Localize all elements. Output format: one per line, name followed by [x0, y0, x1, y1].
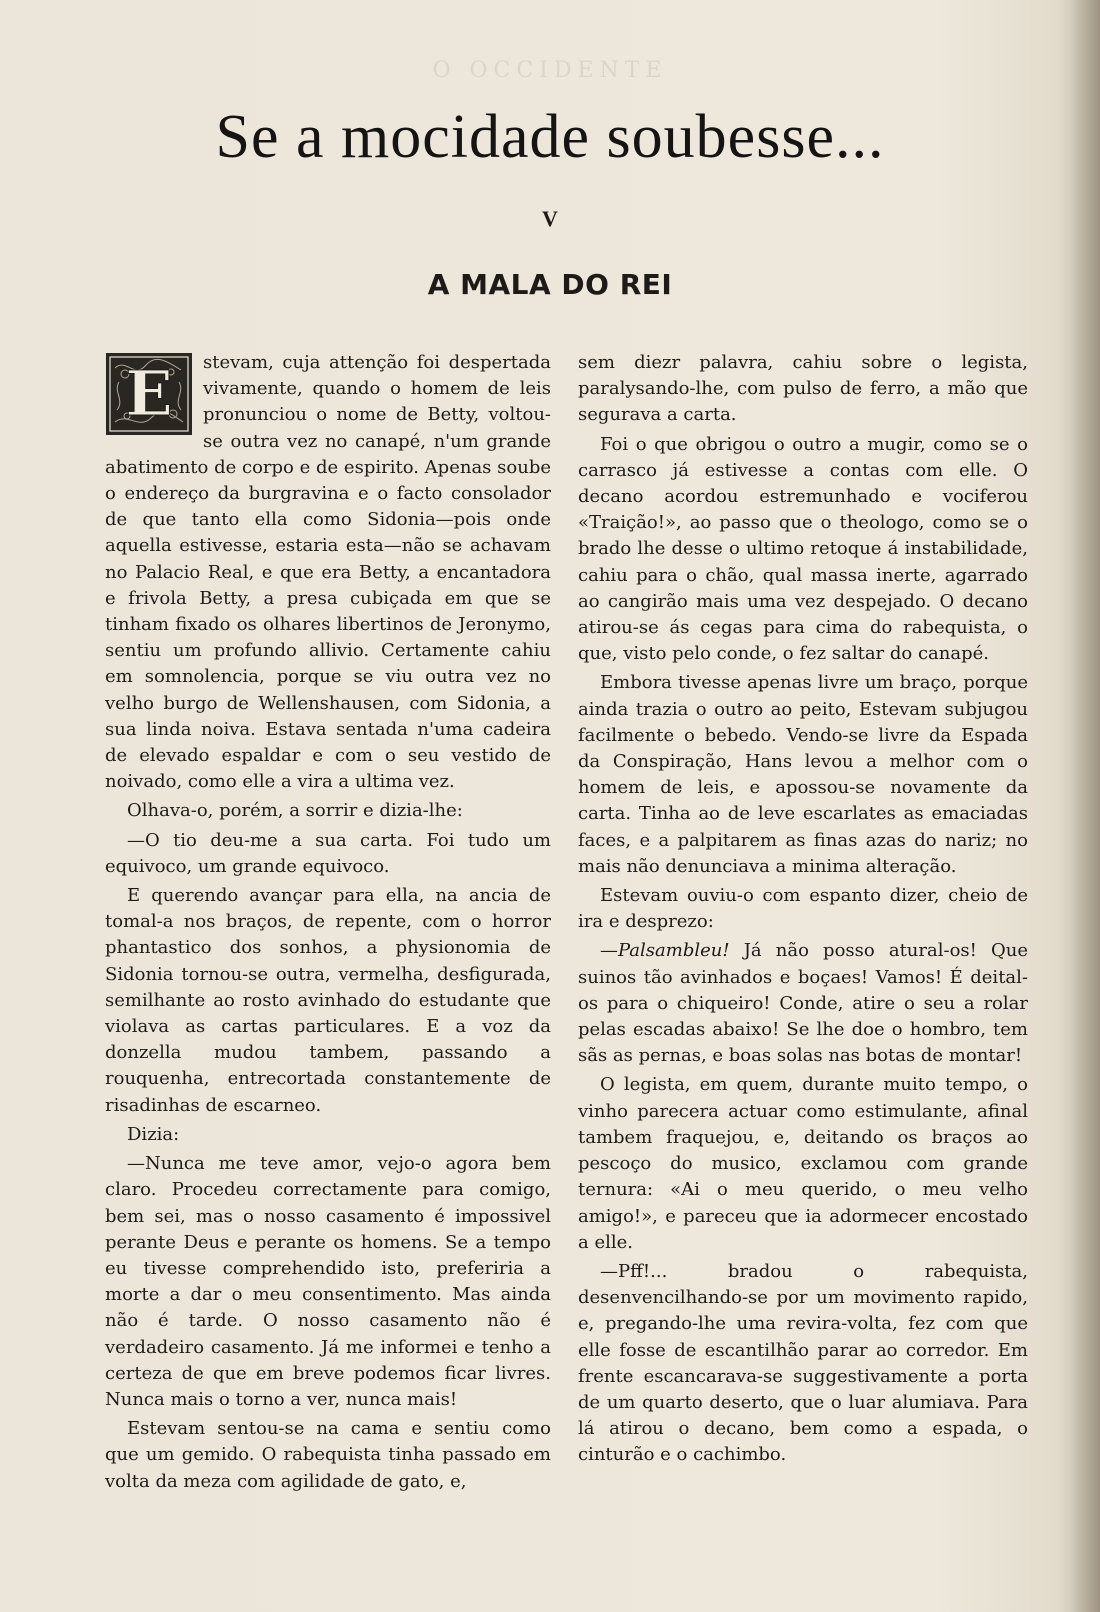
paragraph: [578, 938, 1028, 1069]
paragraph: Estevam ouviu-o com espanto dizer, cheio de ira e desprezo:: [578, 885, 1028, 933]
paragraph: O legista, em quem, durante muito tempo, o vinho parecera actuar como estimulante, afinal tambem fraquejou, e, deitando os braços ao pescoço do musico, exclamou com grande ternura: «Ai o meu querido, o meu velho amigo!», e pareceu que ia adormecer encostado a elle.: [578, 1074, 1028, 1253]
paragraph: Foi o que obrigou o outro a mugir, como se o carrasco já estivesse a contas com elle. O decano acordou estremunhado e vociferou «Traição!», ao passo que o theologo, como se o brado lhe desse o ultimo retoque á instabilidade, cahiu para o chão, qual massa inerte, agarrado ao cangirão mais uma vez despejado. O decano atirou-se ás cegas para cima do rabequista, o que, visto pelo conde, o fez saltar do canapé.: [578, 433, 1028, 665]
italic-exclamation: —Palsambleu!: [600, 940, 730, 962]
chapter-number: V: [542, 206, 558, 231]
paragraph-text: Já não posso atural-os! Que suinos tão avinhados e boçaes! Vamos! É deital-os para o chiqueiro! Conde, atire o seu a rolar pelas escadas abaixo! Se lhe doe o hombro, tem sãs as pernas, e boas solas nas botas de montar!: [578, 940, 1028, 1067]
paragraph: —Nunca me teve amor, vejo-o agora bem claro. Procedeu correctamente para comigo, bem sei, mas o nosso casamento é impossivel perante Deus e perante os homens. Se a tempo eu tivesse comprehendido isto, preferiria a morte a dar o meu consentimento. Mas ainda não é tarde. O nosso casamento não é verdadeiro casamento. Já me informei e tenho a certeza de que em breve podemos ficar livres. Nunca mais o torno a ver, nunca mais!: [105, 1153, 551, 1410]
chapter-title: A MALA DO REI: [427, 268, 673, 301]
paragraph: Estevam sentou-se na cama e sentiu como que um gemido. O rabequista tinha passado em volta da meza com agilidade de gato, e,: [105, 1418, 551, 1492]
spine-shadow: [1070, 0, 1100, 1612]
page-title: Se a mocidade soubesse...: [215, 103, 885, 171]
paragraph: —O tio deu-me a sua carta. Foi tudo um equivoco, um grande equivoco.: [105, 829, 551, 877]
left-column: [105, 350, 551, 1498]
paragraph: sem diezr palavra, cahiu sobre o legista, paralysando-lhe, com pulso de ferro, a mão que segurava a carta.: [578, 352, 1028, 426]
paragraph-text: stevam, cuja attenção foi despertada vivamente, quando o homem de leis pronunciou o nome de Betty, voltou-se outra vez no canapé, n'um grande abatimento de corpo e de espirito. Apenas soube o endereço da burgravina e o facto consolador de que tanto ella como Sidonia—pois onde aquella estivesse, estaria esta—não se achavam no Palacio Real, e que era Betty, a encantadora e frivola Betty, a presa cubiçada em que se tinham fixado os olhares libertinos de Jeronymo, sentiu um profundo allivio. Certamente cahiu em somnolencia, porque se viu outra vez no velho burgo de Wellenshausen, com Sidonia, a sua linda noiva. Estava sentada n'uma cadeira de elevado espaldar e com o seu vestido de noivado, como elle a vira a ultima vez.: [105, 352, 551, 793]
paragraph: E querendo avançar para ella, na ancia de tomal-a nos braços, de repente, com o horror phantastico dos sonhos, a physionomia de Sidonia tornou-se outra, vermelha, desfigurada, semilhante ao rosto avinhado do estudante que violava as cartas particulares. E a voz da donzella mudou tambem, passando a rouquenha, entrecortada constantemente de risadinhas de escarneo.: [105, 885, 551, 1116]
running-head: O OCCIDENTE: [432, 58, 668, 83]
dropcap-ornament: [105, 352, 193, 436]
paragraph: [105, 350, 551, 795]
paragraph: —Pff!... bradou o rabequista, desenvencilhando-se por um movimento rapido, e, pregando-lhe uma revira-volta, fez com que elle fosse de escantilhão parar ao corredor. Em frente escancarava-se suggestivamente a porta de um quarto deserto, que o luar alumiava. Para lá atirou o decano, bem como a espada, o cinturão e o cachimbo.: [578, 1260, 1028, 1466]
paragraph: Dizia:: [127, 1123, 180, 1145]
dropcap-letter: E: [125, 357, 173, 430]
paragraph: Olhava-o, porém, a sorrir e dizia-lhe:: [127, 800, 463, 822]
right-column: [578, 350, 1028, 1472]
paragraph: Embora tivesse apenas livre um braço, porque ainda trazia o outro ao peito, Estevam subjugou facilmente o bebedo. Vendo-se livre da Espada da Conspiração, Hans levou a melhor com o homem de leis, e apossou-se novamente da carta. Tinha ao de leve escarlates as emaciadas faces, e a palpitarem as finas azas do nariz; no mais não denunciava a minima alteração.: [578, 672, 1028, 877]
